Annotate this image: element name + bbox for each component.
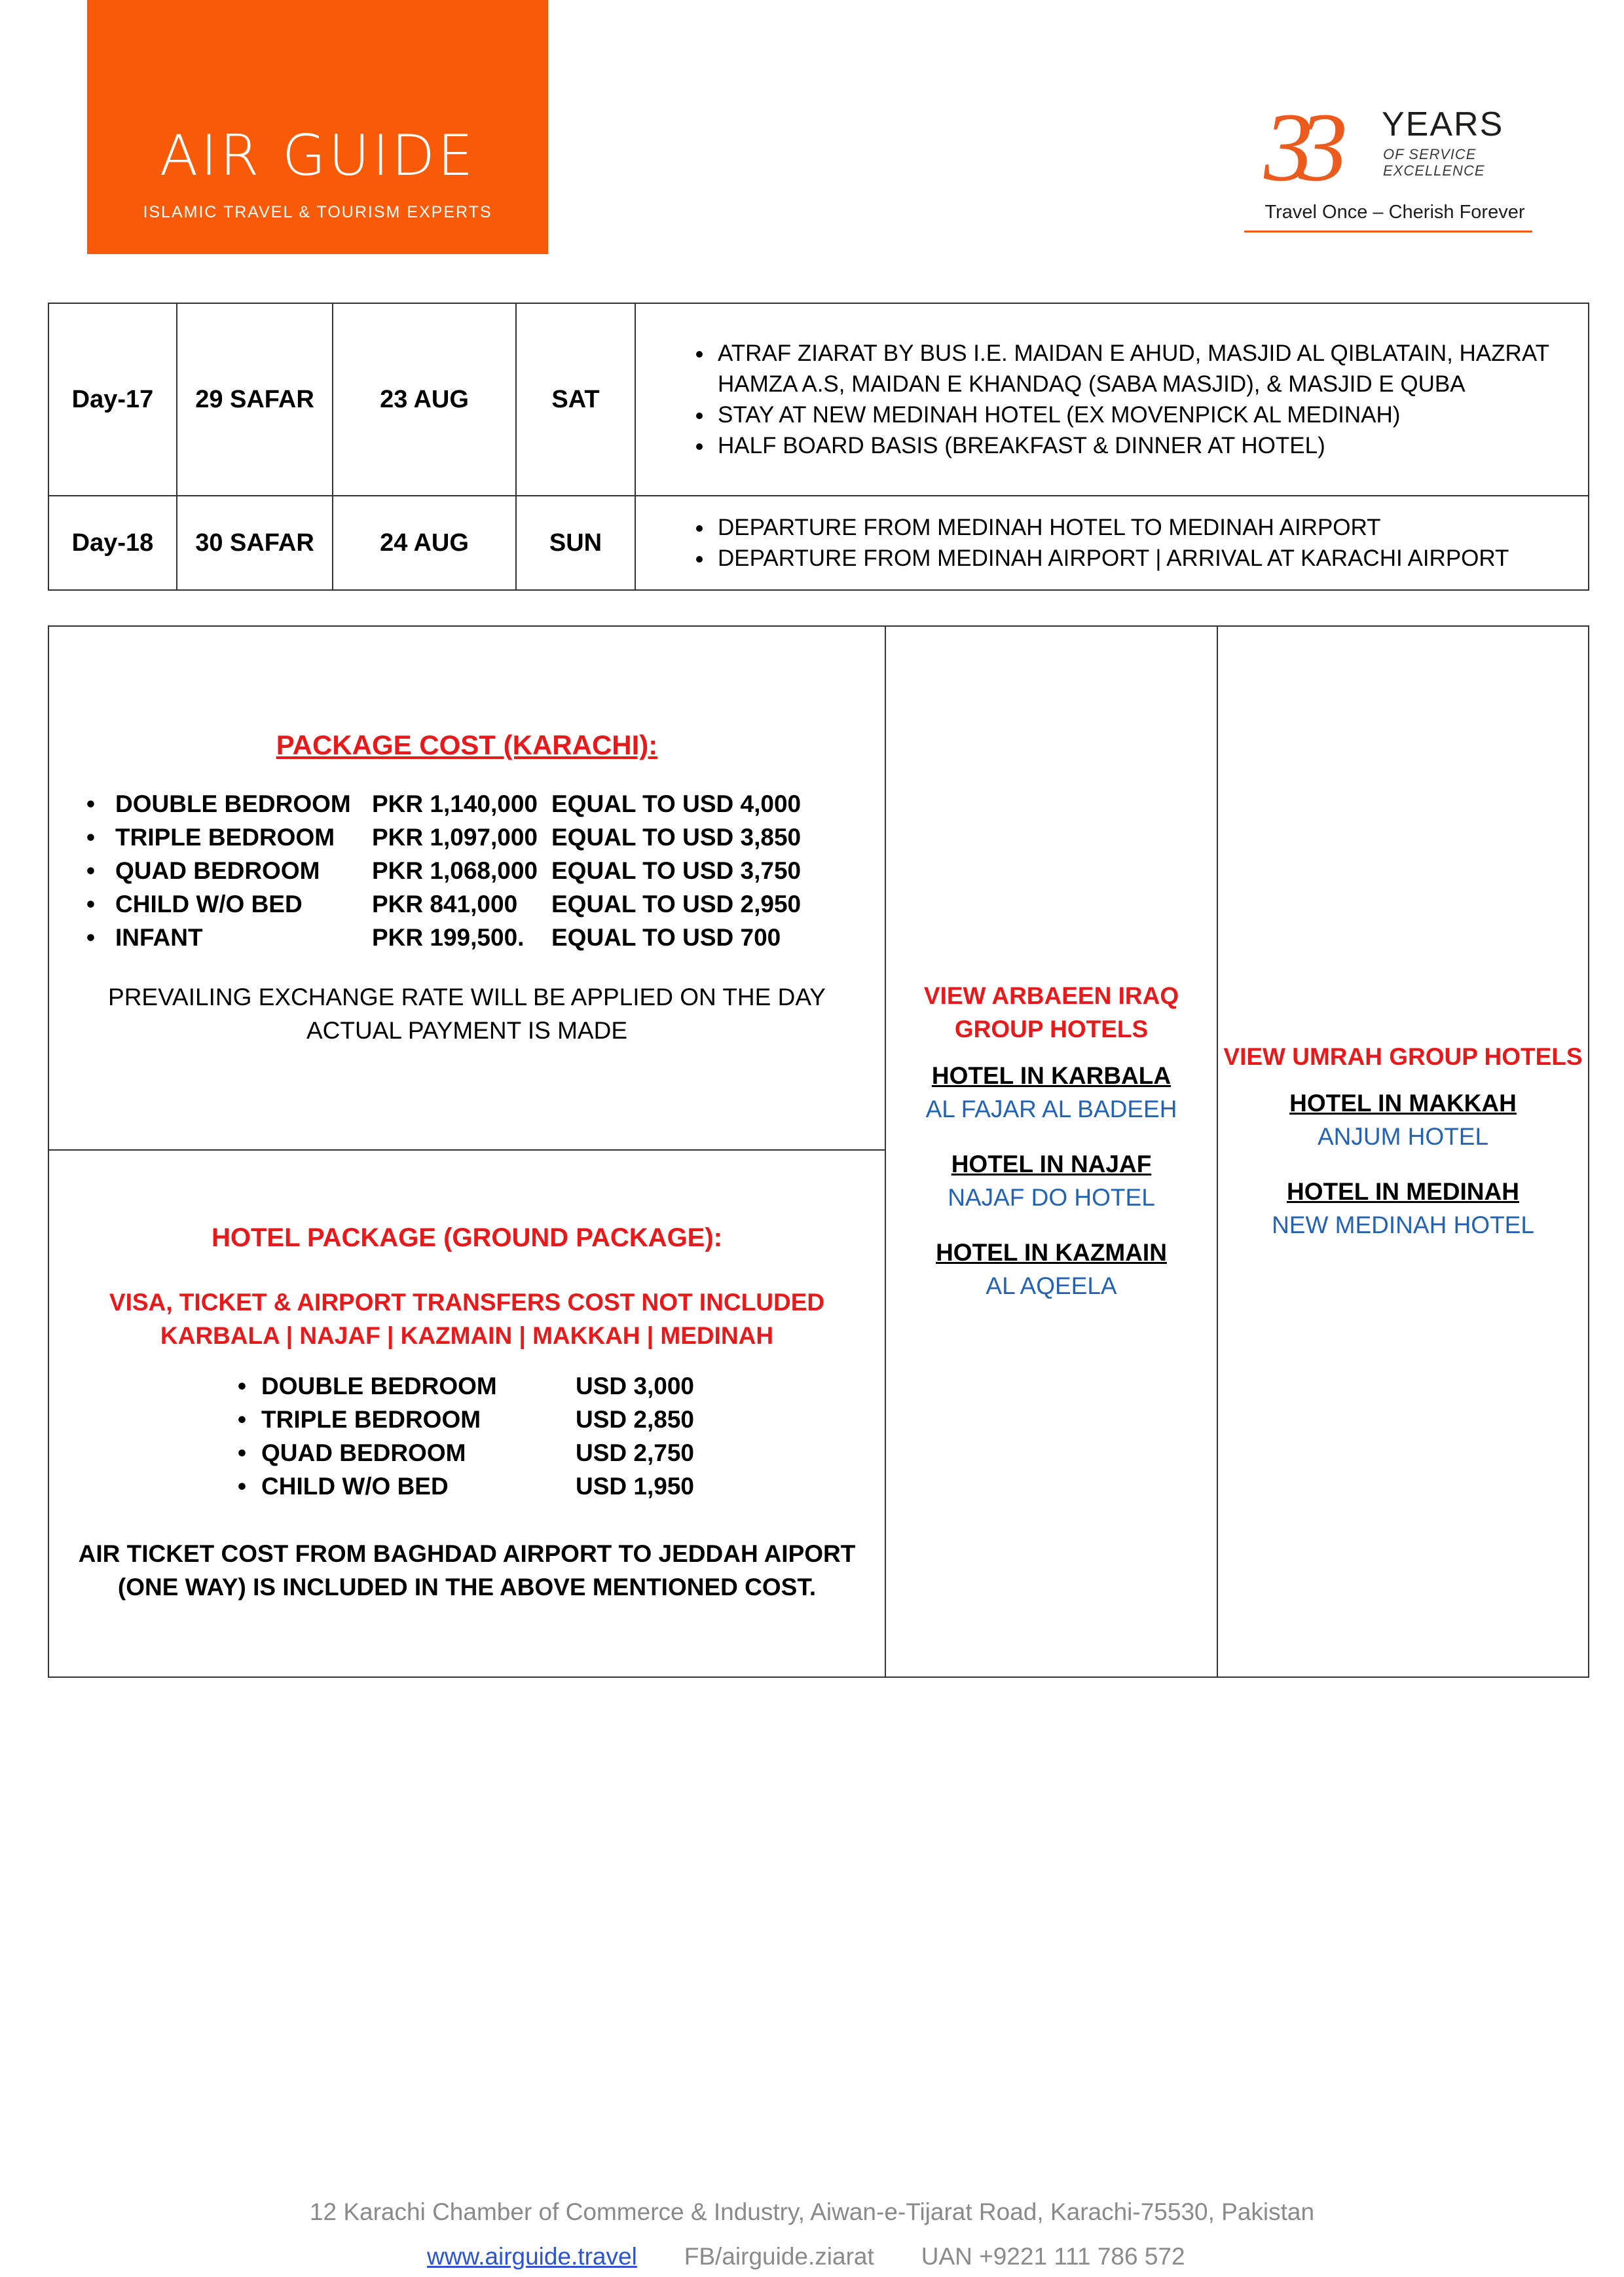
pkr-price: PKR 1,097,000 <box>372 823 538 851</box>
hotel-name: ANJUM HOTEL <box>1317 1123 1489 1150</box>
usd-equivalent: EQUAL TO USD 4,000 <box>551 790 802 817</box>
room-type: QUAD BEDROOM <box>261 1439 466 1466</box>
hotel-location-label: HOTEL IN KARBALA <box>931 1062 1172 1089</box>
day-cell: Day-18 <box>48 496 177 590</box>
usd-price: USD 3,000 <box>576 1373 694 1399</box>
ground-package-cell <box>48 1150 885 1677</box>
activity-item: • ATRAF ZIARAT BY BUS I.E. MAIDAN E AHUD, MASJID AL QIBLATAIN, HAZRAT HAMZA A.S, MAIDAN E KHANDAQ (SABA MASJID), & MASJID E QUBA <box>714 338 1587 399</box>
package-cost-title <box>50 730 884 761</box>
weekday-cell: SAT <box>516 303 635 496</box>
exclusions <box>50 1286 884 1352</box>
activity-list <box>637 512 1587 574</box>
phone-number: UAN +9221 111 786 572 <box>921 2243 1185 2270</box>
list-item: • DOUBLE BEDROOM USD 3,000 <box>238 1369 696 1403</box>
room-type: DOUBLE BEDROOM <box>261 1373 497 1399</box>
iraq-hotels-cell <box>885 626 1217 1677</box>
room-type: QUAD BEDROOM <box>115 857 320 884</box>
years-word: YEARS <box>1382 105 1504 143</box>
hijri-date-cell: 29 SAFAR <box>177 303 333 496</box>
list-item: • QUAD BEDROOM PKR 1,068,000 EQUAL TO USD 3,750 <box>86 854 872 887</box>
list-item: • CHILD W/O BED PKR 841,000 EQUAL TO USD 2,950 <box>86 887 872 921</box>
package-cost-title-colon: : <box>648 729 658 760</box>
room-type: DOUBLE BEDROOM <box>115 790 351 817</box>
exclusion-text: VISA, TICKET & AIRPORT TRANSFERS COST NOT INCLUDED <box>109 1289 825 1316</box>
package-cost-cell <box>48 626 885 1150</box>
activities-cell <box>635 303 1589 496</box>
activities-cell <box>635 496 1589 590</box>
day-cell: Day-17 <box>48 303 177 496</box>
usd-equivalent: EQUAL TO USD 2,950 <box>551 890 802 917</box>
activity-item: • HALF BOARD BASIS (BREAKFAST & DINNER AT HOTEL) <box>714 430 1587 461</box>
pkr-price: PKR 1,140,000 <box>372 790 538 817</box>
usd-price: USD 1,950 <box>576 1473 694 1500</box>
activity-item: • DEPARTURE FROM MEDINAH HOTEL TO MEDINAH AIRPORT <box>714 512 1587 543</box>
date-cell: 23 AUG <box>333 303 516 496</box>
hotel-location-label: HOTEL IN NAJAF <box>951 1151 1152 1177</box>
itinerary-row-day-17 <box>48 303 1589 496</box>
iraq-title-line-2: GROUP HOTELS <box>954 1016 1149 1043</box>
website-link[interactable]: www.airguide.travel <box>427 2243 637 2270</box>
list-item: • INFANT PKR 199,500. EQUAL TO USD 700 <box>86 921 872 954</box>
hotel-location-label: HOTEL IN MEDINAH <box>1287 1178 1519 1205</box>
room-type: TRIPLE BEDROOM <box>115 823 335 851</box>
room-type: CHILD W/O BED <box>115 890 303 917</box>
usd-equivalent: EQUAL TO USD 700 <box>551 923 781 951</box>
hotel-location-label: HOTEL IN MAKKAH <box>1289 1090 1517 1117</box>
package-row-top <box>48 626 1589 1150</box>
umrah-hotels-cell <box>1217 626 1589 1677</box>
footer-contacts <box>427 2243 1185 2270</box>
pkr-price: PKR 199,500. <box>372 923 525 951</box>
cities-list: KARBALA | NAJAF | KAZMAIN | MAKKAH | MEDINAH <box>160 1322 774 1349</box>
itinerary-row-day-18 <box>48 496 1589 590</box>
brand-name: AIR GUIDE <box>159 123 476 189</box>
motto-underline <box>1244 231 1532 232</box>
list-item: • TRIPLE BEDROOM PKR 1,097,000 EQUAL TO USD 3,850 <box>86 821 872 854</box>
usd-equivalent: EQUAL TO USD 3,750 <box>551 857 802 884</box>
view-umrah-hotels-link[interactable]: VIEW UMRAH GROUP HOTELS <box>1223 1043 1583 1070</box>
hotel-location-label: HOTEL IN KAZMAIN <box>936 1239 1167 1266</box>
list-item: • QUAD BEDROOM USD 2,750 <box>238 1436 696 1470</box>
usd-price: USD 2,850 <box>576 1406 694 1433</box>
ground-package-list <box>238 1369 696 1503</box>
package-cost-list <box>62 787 872 954</box>
date-cell: 24 AUG <box>333 496 516 590</box>
room-type: TRIPLE BEDROOM <box>261 1406 481 1433</box>
footer-address: 12 Karachi Chamber of Commerce & Industry, Aiwan-e-Tijarat Road, Karachi-75530, Pakistan <box>309 2198 1315 2225</box>
hotel-name: NAJAF DO HOTEL <box>948 1184 1155 1211</box>
itinerary-table <box>48 303 1589 591</box>
brand-tagline: ISLAMIC TRAVEL & TOURISM EXPERTS <box>143 203 492 221</box>
hotel-name: AL FAJAR AL BADEEH <box>925 1096 1177 1122</box>
years-number: 33 <box>1264 93 1333 202</box>
years-sub-line-1: OF SERVICE <box>1383 146 1477 162</box>
activity-item: • DEPARTURE FROM MEDINAH AIRPORT | ARRIVAL AT KARACHI AIRPORT <box>714 543 1587 574</box>
usd-price: USD 2,750 <box>576 1439 694 1466</box>
activity-list <box>637 338 1587 461</box>
exchange-rate-note: PREVAILING EXCHANGE RATE WILL BE APPLIED ON THE DAY ACTUAL PAYMENT IS MADE <box>108 983 826 1044</box>
hotel-name: AL AQEELA <box>986 1272 1117 1299</box>
years-subtitle <box>1383 146 1485 179</box>
package-table <box>48 625 1589 1678</box>
activity-item: • STAY AT NEW MEDINAH HOTEL (EX MOVENPICK AL MEDINAH) <box>714 399 1587 430</box>
years-of-service-badge <box>1244 93 1545 236</box>
years-sub-line-2: EXCELLENCE <box>1383 162 1485 179</box>
iraq-title-line-1: VIEW ARBAEEN IRAQ <box>923 982 1179 1009</box>
motto: Travel Once – Cherish Forever <box>1264 202 1525 223</box>
usd-equivalent: EQUAL TO USD 3,850 <box>551 823 802 851</box>
package-cost-title-text: PACKAGE COST (KARACHI) <box>276 729 649 760</box>
pkr-price: PKR 841,000 <box>372 890 518 917</box>
ground-package-title: HOTEL PACKAGE (GROUND PACKAGE): <box>212 1223 722 1252</box>
room-type: CHILD W/O BED <box>261 1473 449 1500</box>
air-ticket-note: AIR TICKET COST FROM BAGHDAD AIRPORT TO JEDDAH AIPORT (ONE WAY) IS INCLUDED IN THE ABOVE MENTIONED COST. <box>78 1540 856 1601</box>
weekday-cell: SUN <box>516 496 635 590</box>
brand-logo <box>87 0 548 254</box>
room-type: INFANT <box>115 923 203 951</box>
view-iraq-hotels-link[interactable] <box>887 979 1216 1046</box>
list-item: • CHILD W/O BED USD 1,950 <box>238 1470 696 1503</box>
hijri-date-cell: 30 SAFAR <box>177 496 333 590</box>
pkr-price: PKR 1,068,000 <box>372 857 538 884</box>
list-item: • TRIPLE BEDROOM USD 2,850 <box>238 1403 696 1436</box>
list-item: • DOUBLE BEDROOM PKR 1,140,000 EQUAL TO USD 4,000 <box>86 787 872 821</box>
hotel-name: NEW MEDINAH HOTEL <box>1272 1212 1534 1238</box>
facebook-handle: FB/airguide.ziarat <box>684 2243 874 2270</box>
